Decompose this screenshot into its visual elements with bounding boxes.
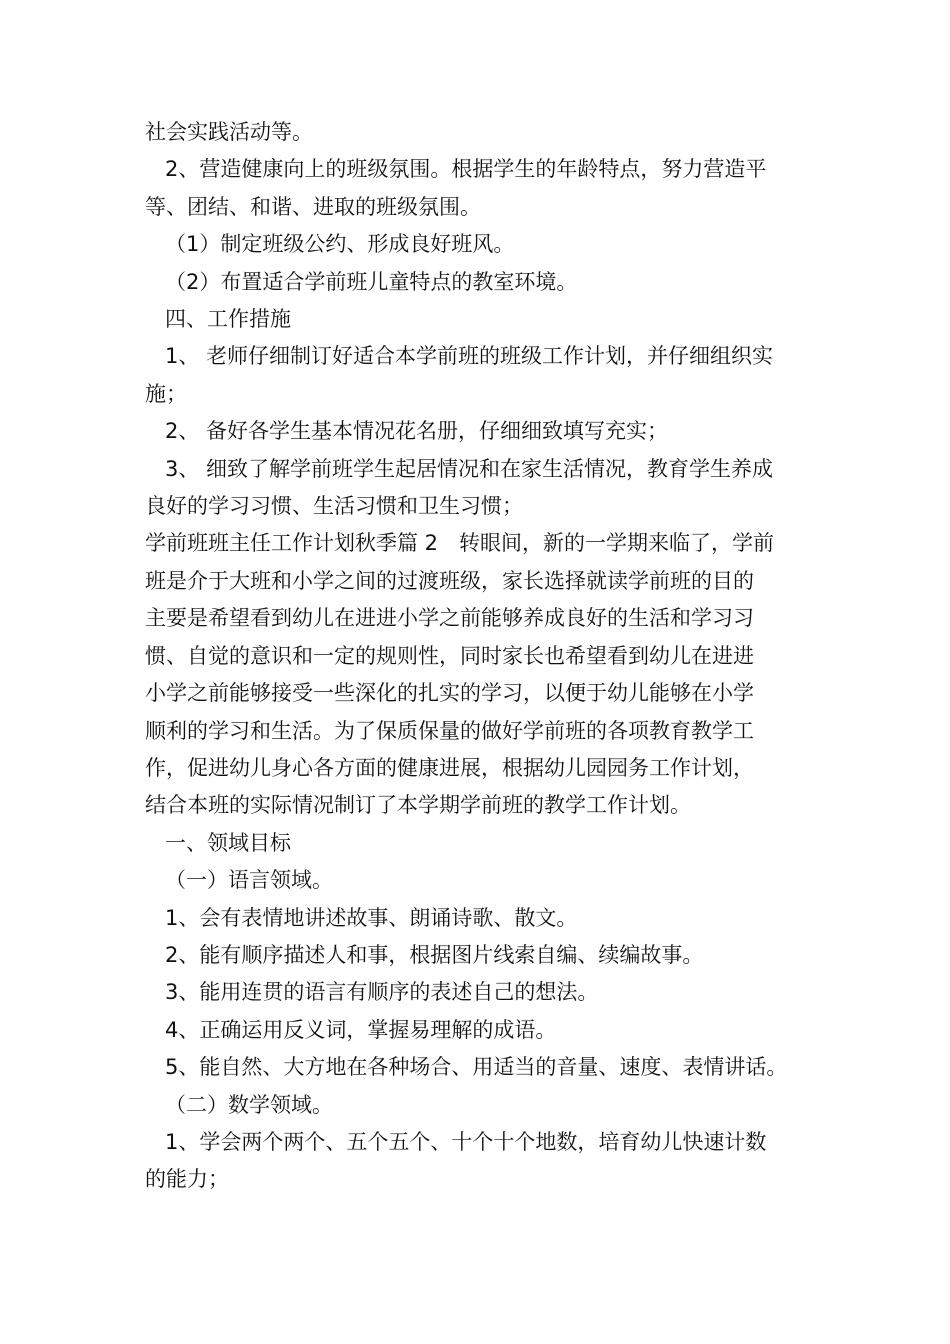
text-line: 良好的学习习惯、生活习惯和卫生习惯； bbox=[145, 494, 523, 519]
text-line: （1）制定班级公约、形成良好班风。 bbox=[165, 232, 515, 257]
text-line: 3、 细致了解学前班学生起居情况和在家生活情况，教育学生养成 bbox=[165, 456, 774, 481]
subsection-heading: （二）数学领域。 bbox=[165, 1092, 333, 1117]
text-line: 的能力； bbox=[145, 1167, 229, 1192]
text-line: 主要是希望看到幼儿在进进小学之前能够养成良好的生活和学习习 bbox=[145, 606, 754, 631]
text-line: 小学之前能够接受一些深化的扎实的学习，以便于幼儿能够在小学 bbox=[145, 681, 754, 706]
section-heading: 一、领域目标 bbox=[165, 830, 291, 855]
text-line: 2、 备好各学生基本情况花名册，仔细细致填写充实； bbox=[165, 419, 669, 444]
text-line: 1、 老师仔细制订好适合本学前班的班级工作计划，并仔细组织实 bbox=[165, 344, 774, 369]
text-line: 惯、自觉的意识和一定的规则性，同时家长也希望看到幼儿在进进 bbox=[145, 643, 754, 668]
document-body bbox=[145, 114, 825, 1199]
text-line: 2、营造健康向上的班级氛围。根据学生的年龄特点，努力营造平 bbox=[165, 157, 767, 182]
article-title-line: 学前班班主任工作计划秋季篇 2 转眼间，新的一学期来临了，学前 bbox=[145, 531, 775, 556]
text-line: 2、能有顺序描述人和事，根据图片线索自编、续编故事。 bbox=[165, 942, 704, 967]
text-line: 顺利的学习和生活。为了保质保量的做好学前班的各项教育教学工 bbox=[145, 718, 754, 743]
text-line: 社会实践活动等。 bbox=[145, 120, 313, 144]
text-line: 班是介于大班和小学之间的过渡班级，家长选择就读学前班的目的 bbox=[145, 568, 754, 593]
text-line: 施； bbox=[145, 381, 187, 406]
section-heading: 四、工作措施 bbox=[165, 307, 291, 332]
text-line: 1、学会两个两个、五个五个、十个十个地数，培育幼儿快速计数 bbox=[165, 1129, 767, 1154]
text-line: 1、会有表情地讲述故事、朗诵诗歌、散文。 bbox=[165, 905, 578, 930]
text-line: （2）布置适合学前班儿童特点的教室环境。 bbox=[165, 269, 578, 294]
text-line: 作，促进幼儿身心各方面的健康进展，根据幼儿园园务工作计划， bbox=[145, 755, 754, 780]
subsection-heading: （一）语言领域。 bbox=[165, 868, 333, 893]
text-line: 等、团结、和谐、进取的班级氛围。 bbox=[145, 194, 481, 219]
text-line: 4、正确运用反义词，掌握易理解的成语。 bbox=[165, 1017, 557, 1042]
text-line: 3、能用连贯的语言有顺序的表述自己的想法。 bbox=[165, 980, 599, 1005]
text-line: 5、能自然、大方地在各种场合、用适当的音量、速度、表情讲话。 bbox=[165, 1055, 788, 1080]
text-line: 结合本班的实际情况制订了本学期学前班的教学工作计划。 bbox=[145, 793, 691, 818]
